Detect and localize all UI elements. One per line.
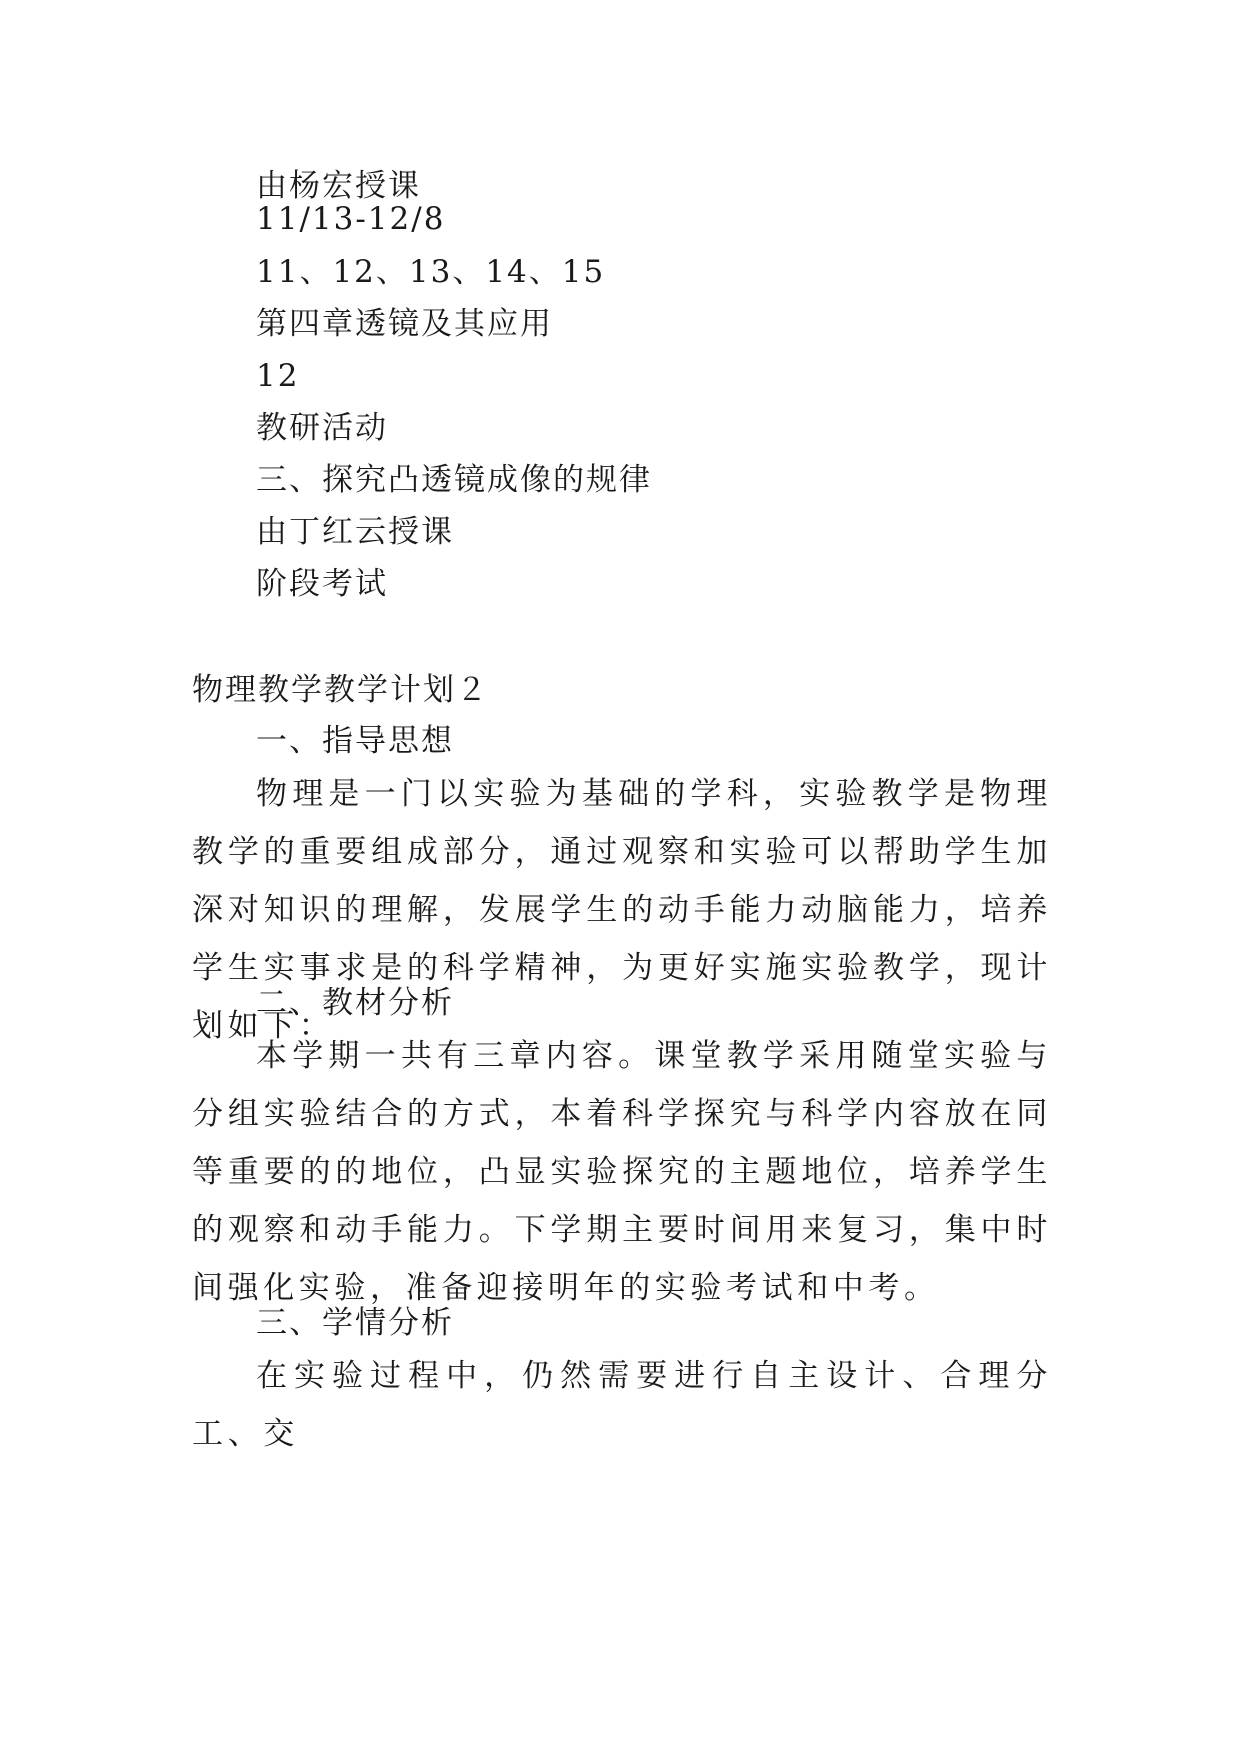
- schedule-item-week-number: 12: [256, 358, 300, 394]
- schedule-item-weeks: 11、12、13、14、15: [256, 254, 606, 290]
- paragraph-guiding-thought: 物理是一门以实验为基础的学科，实验教学是物理教学的重要组成部分，通过观察和实验可以帮助学生加深对知识的理解，发展学生的动手能力动脑能力，培养学生实事求是的科学精神，为更好实施实验教学，现计划如下：: [192, 776, 1052, 1044]
- schedule-item-stage-exam: 阶段考试: [256, 566, 388, 602]
- schedule-item-chapter-four: 第四章透镜及其应用: [256, 306, 553, 342]
- document-title: 物理教学教学计划２: [192, 672, 489, 708]
- schedule-item-date-range: 11/13-12/8: [256, 201, 446, 237]
- section-heading-textbook-analysis: 二、教材分析: [256, 985, 454, 1021]
- section-heading-student-analysis: 三、学情分析: [256, 1305, 454, 1341]
- section-heading-guiding-thought: 一、指导思想: [256, 723, 454, 759]
- schedule-item-teaching-research: 教研活动: [256, 410, 388, 446]
- schedule-item-teacher-ding: 由丁红云授课: [256, 514, 454, 550]
- paragraph-student-analysis: 在实验过程中，仍然需要进行自主设计、合理分工、交: [192, 1358, 1052, 1452]
- paragraph-textbook-analysis: 本学期一共有三章内容。课堂教学采用随堂实验与分组实验结合的方式，本着科学探究与科学内容放在同等重要的的地位，凸显实验探究的主题地位，培养学生的观察和动手能力。下学期主要时间用来复习，集中时间强化实验，准备迎接明年的实验考试和中考。: [192, 1038, 1052, 1306]
- schedule-item-convex-lens: 三、探究凸透镜成像的规律: [256, 462, 652, 498]
- schedule-item-teacher-yang: 由杨宏授课: [256, 168, 421, 204]
